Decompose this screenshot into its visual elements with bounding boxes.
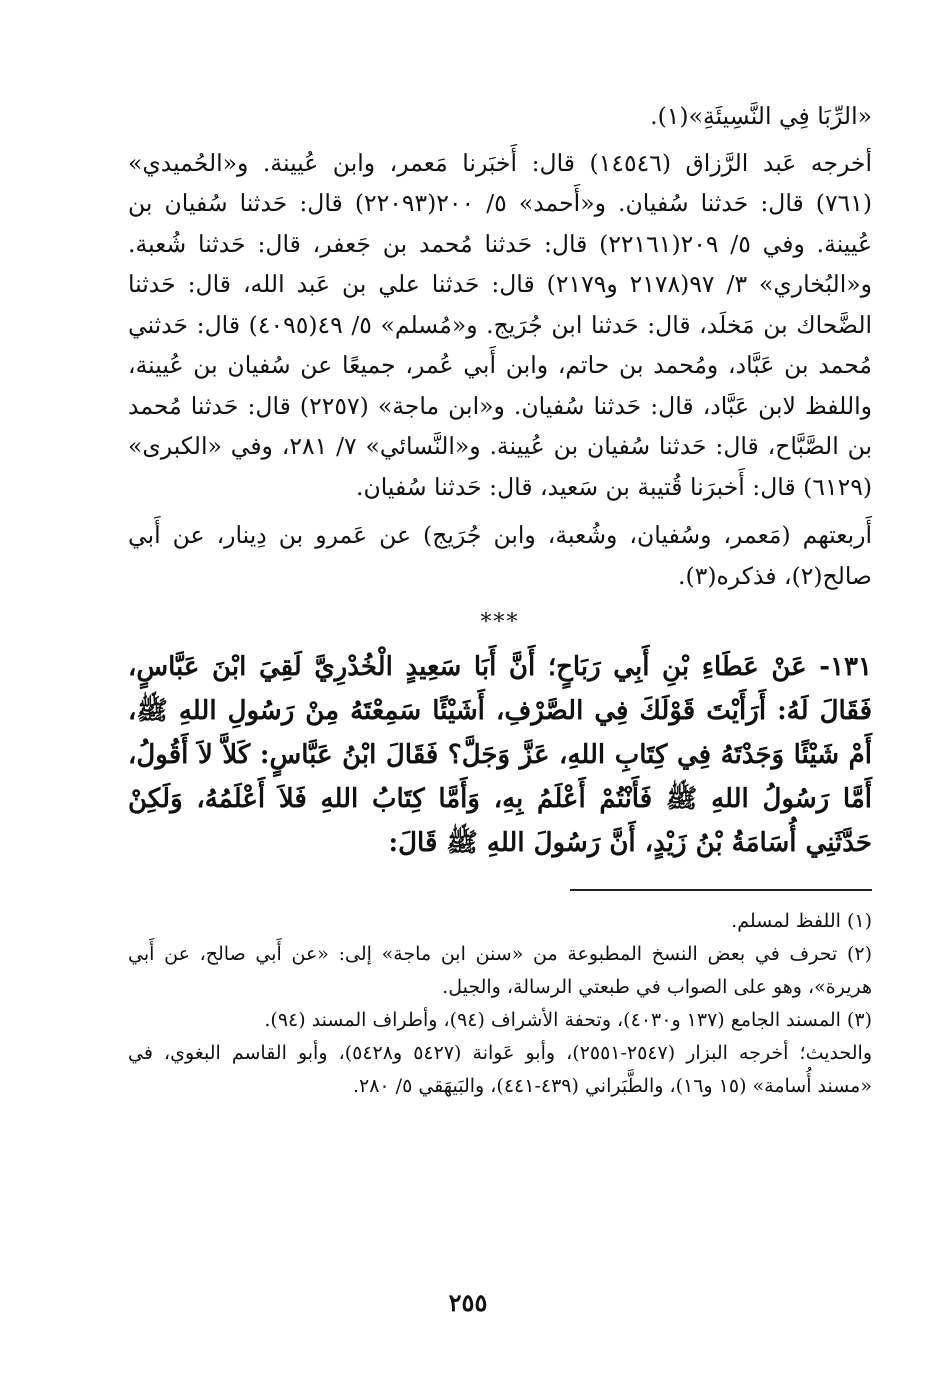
- footnote-divider-wrap: [128, 865, 872, 895]
- footnote-1: (١) اللفظ لمسلم.: [731, 910, 872, 932]
- chain-summary-paragraph: أَربعتهم (مَعمر، وسُفيان، وشُعبة، وابن جُرَيج) عن عَمرو بن دِينار، عن أَبي صالح(٢)، فذكره(٣).: [128, 521, 872, 590]
- section-separator: ***: [480, 610, 520, 635]
- takhrij-paragraph: أخرجه عَبد الرَّزاق (١٤٥٤٦) قال: أَخبَرنا مَعمر، وابن عُيينة. و«الحُميدي» (٧٦١) قال: حَدثنا سُفيان. و«أَحمد» ٥/ ٢٠٠(٢٢٠٩٣) قال: حَدثنا سُفيان بن عُيينة. وفي ٥/ ٢٠٩(٢٢١٦١) قال: حَدثنا مُحمد بن جَعفر، قال: حَدثنا شُعبة. و«البُخاري» ٣/ ٩٧(٢١٧٨ و٢١٧٩) قال: حَدثنا علي بن عَبد الله، قال: حَدثنا الضَّحاك بن مَخلَد، قال: حَدثنا ابن جُرَيج. و«مُسلم» ٥/ ٤٩(٤٠٩٥) قال: حَدثني مُحمد بن عَبَّاد، ومُحمد بن حاتم، وابن أَبي عُمر، جميعًا عن سُفيان بن عُيينة، واللفظ لابن عَبَّاد، قال: حَدثنا سُفيان. و«ابن ماجة» (٢٢٥٧) قال: حَدثنا مُحمد بن الصَّبَّاح، قال: حَدثنا سُفيان بن عُيينة. و«النَّسائي» ٧/ ٢٨١، وفي «الكبرى» (٦١٢٩) قال: أَخبرَنا قُتيبة بن سَعيد، قال: حَدثنا سُفيان.: [128, 148, 873, 501]
- page-number: ٢٥٥: [448, 1288, 488, 1317]
- footnote-divider: [570, 889, 872, 891]
- page-body: [128, 96, 872, 1103]
- footnote-3: (٣) المسند الجامع (١٣٧ و٤٠٣٠)، وتحفة الأشراف (٩٤)، وأطراف المسند (٩٤).: [264, 1009, 872, 1031]
- footnotes: [128, 905, 872, 1103]
- footnote-2: (٢) تحرف في بعض النسخ المطبوعة من «سنن ابن ماجة» إلى: «عن أَبي صالح، عن أَبي هريرة»، وهو على الصواب في طبعتي الرسالة، والجيل.: [128, 943, 872, 998]
- footnote-3-continued: والحديث؛ أخرجه البزار (٢٥٤٧-٢٥٥١)، وأبو عَوانة (٥٤٢٧ و٥٤٢٨)، وأبو القاسم البغوي، في «مسند أُسامة» (١٥ و١٦)، والطَّبَراني (٤٣٩-٤٤١)، والبَيهَقي ٥/ ٢٨٠.: [128, 1042, 872, 1097]
- hadith-text: ١٣١- عَنْ عَطَاءِ بْنِ أَبِي رَبَاحٍ؛ أَنَّ أَبَا سَعِيدٍ الْخُدْرِيَّ لَقِيَ ابْنَ عَبَّاسٍ، فَقَالَ لَهُ: أَرَأَيْتَ قَوْلَكَ فِي الصَّرْفِ، أَشَيْئًا سَمِعْتَهُ مِنْ رَسُولِ اللهِ ﷺ، أَمْ شَيْئًا وَجَدْتَهُ فِي كِتَابِ اللهِ، عَزَّ وَجَلَّ؟ فَقَالَ ابْنُ عَبَّاسٍ: كَلاَّ لاَ أَقُولُ، أَمَّا رَسُولُ اللهِ ﷺ فَأَنْتُمْ أَعْلَمُ بِهِ، وَأَمَّا كِتَابُ اللهِ فَلاَ أَعْلَمُهُ، وَلَكِنْ حَدَّثَنِي أُسَامَةُ بْنُ زَيْدٍ، أَنَّ رَسُولَ اللهِ ﷺ قَالَ:: [128, 652, 872, 858]
- hadith-quote-line: «الرِّبَا فِي النَّسِيئَةِ»(١).: [650, 102, 872, 130]
